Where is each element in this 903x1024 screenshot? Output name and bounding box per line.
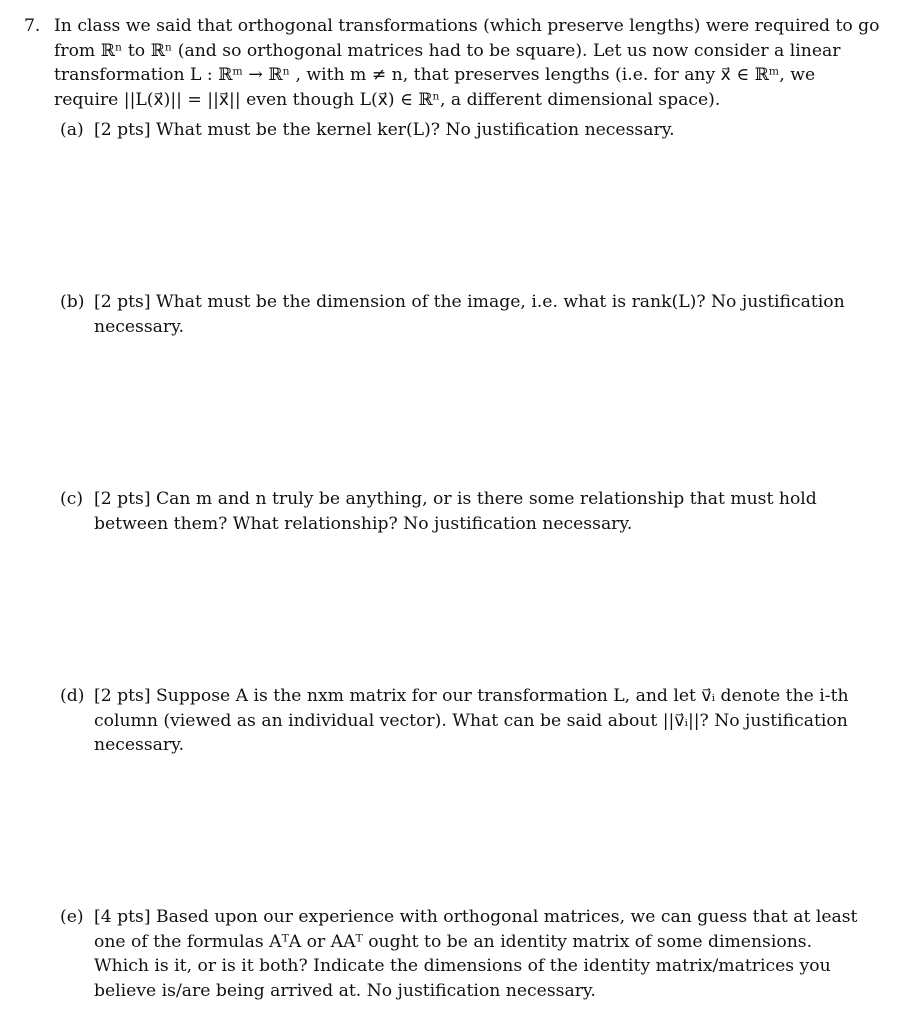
part-b (60, 290, 864, 339)
part-b-label: (b) (60, 292, 85, 312)
part-c (60, 487, 864, 536)
question-line-2: from ℝⁿ to ℝⁿ (and so orthogonal matrices had to be square). Let us now consider a linear (54, 40, 841, 61)
part-e-label: (e) (60, 907, 84, 927)
part-c-label: (c) (60, 489, 84, 509)
part-a (60, 118, 864, 143)
part-b-line-1: (b) [2 pts] What must be the dimension of the image, i.e. what is rank(L)? No justification (60, 290, 864, 315)
part-e-line-2: one of the formulas AᵀA or AAᵀ ought to be an identity matrix of some dimensions. (94, 931, 813, 952)
question-line-1: 7. In class we said that orthogonal transformations (which preserve lengths) were required to go (24, 14, 864, 39)
part-d-line-3: necessary. (94, 735, 185, 755)
question-7 (24, 14, 880, 112)
question-line-4: require ||L(x⃗)|| = ||x⃗|| even though L(x⃗) ∈ ℝⁿ, a different dimensional space). (54, 89, 721, 110)
part-d-line-2: column (viewed as an individual vector). What can be said about ||v⃗ᵢ||? No justification (94, 710, 848, 731)
part-e-line-3: Which is it, or is it both? Indicate the dimensions of the identity matrix/matrices you (94, 956, 831, 976)
part-b-line-2: necessary. (94, 316, 185, 337)
part-d-label: (d) (60, 686, 85, 706)
part-a-label: (a) (60, 120, 84, 140)
part-a-line-1: (a) [2 pts] What must be the kernel ker(L)? No justification necessary. (60, 118, 864, 143)
question-number: 7. (24, 16, 41, 36)
part-d (60, 684, 864, 758)
part-e-line-4: believe is/are being arrived at. No justification necessary. (94, 980, 596, 1001)
part-e (60, 905, 864, 1003)
part-e-line-1: (e) [4 pts] Based upon our experience with orthogonal matrices, we can guess that at least (60, 905, 864, 930)
part-c-line-2: between them? What relationship? No justification necessary. (94, 513, 633, 534)
part-c-line-1: (c) [2 pts] Can m and n truly be anything, or is there some relationship that must hold (60, 487, 864, 512)
part-d-line-1: (d) [2 pts] Suppose A is the nxm matrix for our transformation L, and let v⃗ᵢ denote the i-th (60, 684, 864, 709)
question-line-3: transformation L : ℝᵐ → ℝⁿ , with m ≠ n, that preserves lengths (i.e. for any x⃗ ∈ ℝᵐ, we (54, 65, 816, 85)
